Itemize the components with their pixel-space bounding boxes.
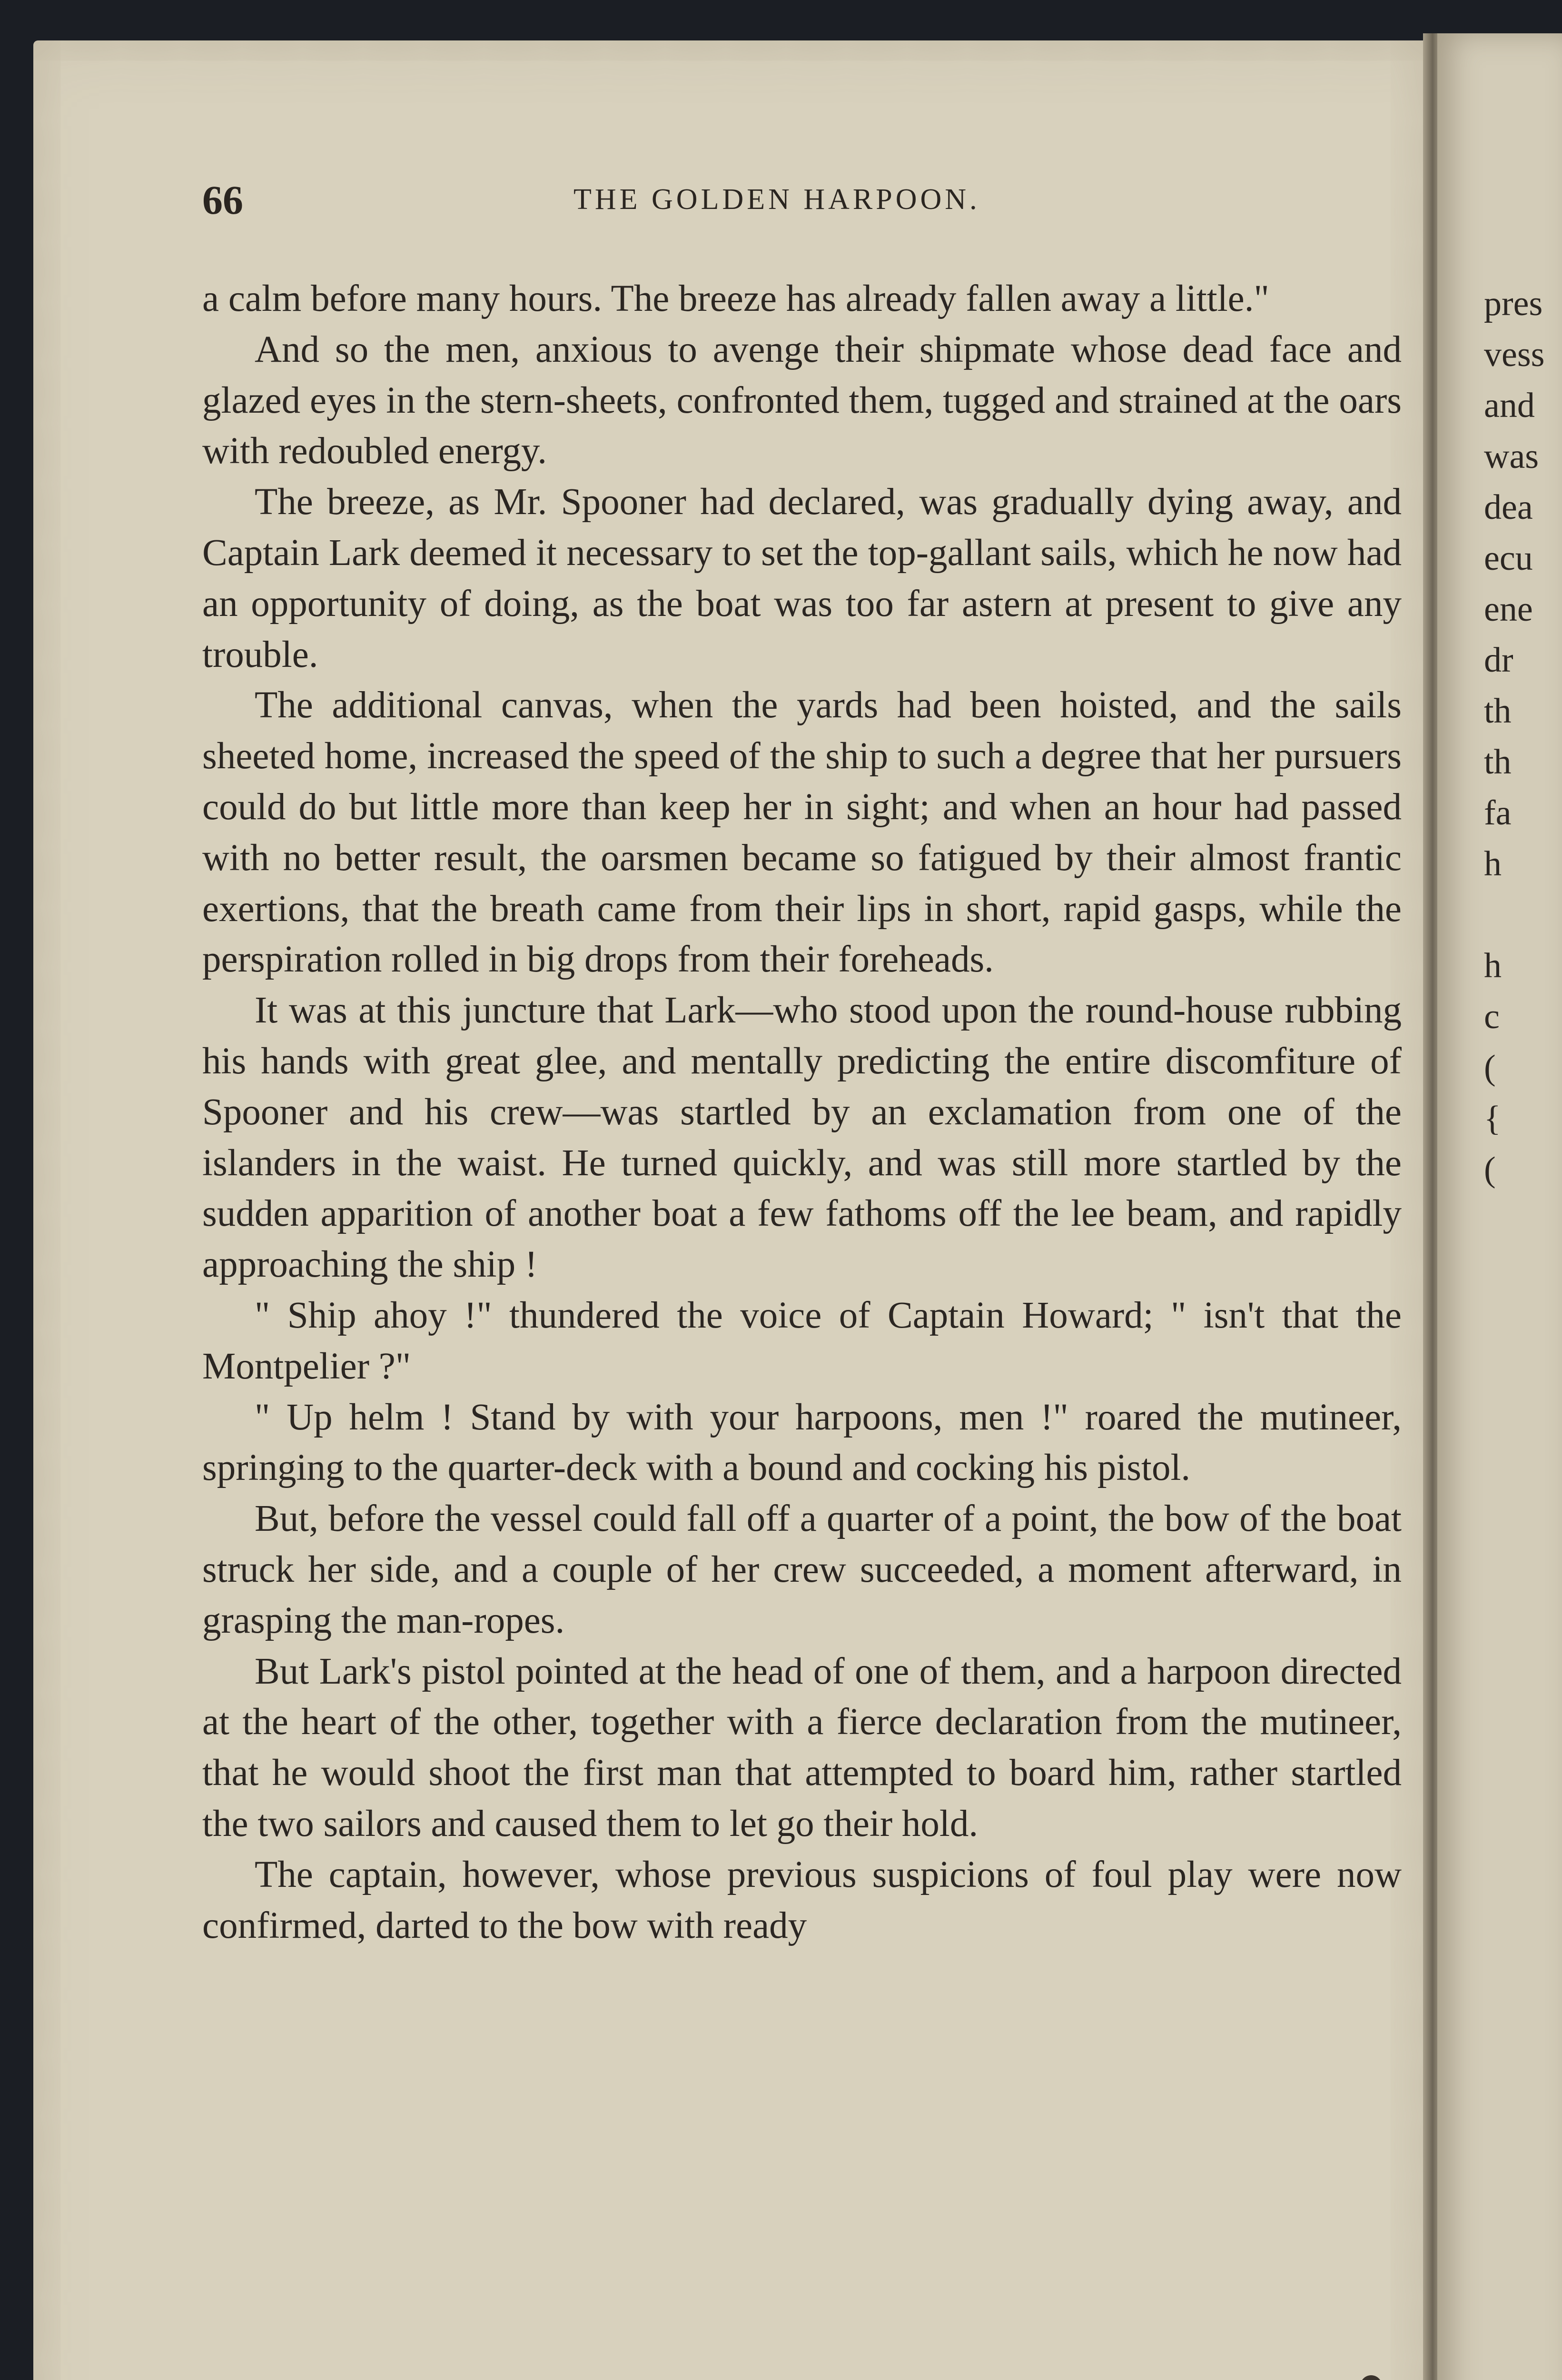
paragraph: The additional canvas, when the yards had been hoisted, and the sails sheeted home, increased the speed of the ship to such a degree that her pursuers could do but little more than keep her in sight; and when an hour had passed with no better result, the oarsmen became so fatigued by their almost frantic exertions, that the breath came from their lips in short, rapid gasps, while the perspiration rolled in big drops from their foreheads. xyxy=(202,684,1402,981)
fragment-line: ecu xyxy=(1484,539,1533,578)
fragment-line: ( xyxy=(1484,1048,1496,1087)
fragment-line: { xyxy=(1484,1099,1501,1138)
paragraph: And so the men, anxious to avenge their shipmate whose dead face and glazed eyes in the stern-sheets, confronted them, tugged and strained at the oars with redoubled energy. xyxy=(202,328,1402,472)
fragment-line: th xyxy=(1484,743,1512,782)
fragment-line: ene xyxy=(1484,590,1533,629)
fragment-line: h xyxy=(1484,946,1502,985)
page-number: 66 xyxy=(202,177,243,223)
fragment-line: vess xyxy=(1484,335,1545,374)
fragment-line xyxy=(1484,890,1562,941)
fragment-line: fa xyxy=(1484,793,1512,833)
fragment-line: was xyxy=(1484,437,1539,476)
running-head: THE GOLDEN HARPOON. xyxy=(573,183,980,216)
body-text xyxy=(202,274,1402,1951)
next-page-fragments xyxy=(1484,278,1562,1195)
fragment-line: dea xyxy=(1484,488,1533,527)
fragment-line: th xyxy=(1484,692,1512,731)
fragment-line: ( xyxy=(1484,1150,1496,1189)
fragment-line: c xyxy=(1484,997,1500,1036)
paragraph: But Lark's pistol pointed at the head of one of them, and a harpoon directed at the heart of the other, together with a fierce declaration from the mutineer, that he would shoot the first man that attempted to board him, rather startled the two sailors and caused them to let go their hold. xyxy=(202,1650,1402,1844)
fragment-line: pres xyxy=(1484,284,1543,323)
fragment-line: and xyxy=(1484,386,1535,425)
fragment-line: dr xyxy=(1484,641,1513,680)
paragraph: The captain, however, whose previous suspicions of foul play were now confirmed, darted to the bow with ready xyxy=(202,1854,1402,1946)
paragraph: a calm before many hours. The breeze has already fallen away a little." xyxy=(202,278,1269,319)
paragraph: It was at this juncture that Lark—who stood upon the round-house rubbing his hands with great glee, and mentally predicting the entire discomfiture of Spooner and his crew—was startled by an exclamation from one of the islanders in the waist. He turned quickly, and was still more startled by the sudden apparition of another boat a few fathoms off the lee beam, and rapidly approaching the ship ! xyxy=(202,990,1402,1286)
paragraph: But, before the vessel could fall off a quarter of a point, the bow of the boat struck her side, and a couple of her crew succeeded, a moment afterward, in grasping the man-ropes. xyxy=(202,1498,1402,1641)
fragment-line: h xyxy=(1484,844,1502,883)
page-header xyxy=(202,176,1421,233)
paragraph: " Up helm ! Stand by with your harpoons, men !" roared the mutineer, springing to the quarter-deck with a bound and cocking his pistol. xyxy=(202,1396,1402,1489)
paragraph: " Ship ahoy !" thundered the voice of Captain Howard; " isn't that the Montpelier ?" xyxy=(202,1294,1402,1387)
paragraph: The breeze, as Mr. Spooner had declared, was gradually dying away, and Captain Lark deemed it necessary to set the top-gallant sails, which he now had an opportunity of doing, as the boat was too far astern at present to give any trouble. xyxy=(202,481,1402,675)
